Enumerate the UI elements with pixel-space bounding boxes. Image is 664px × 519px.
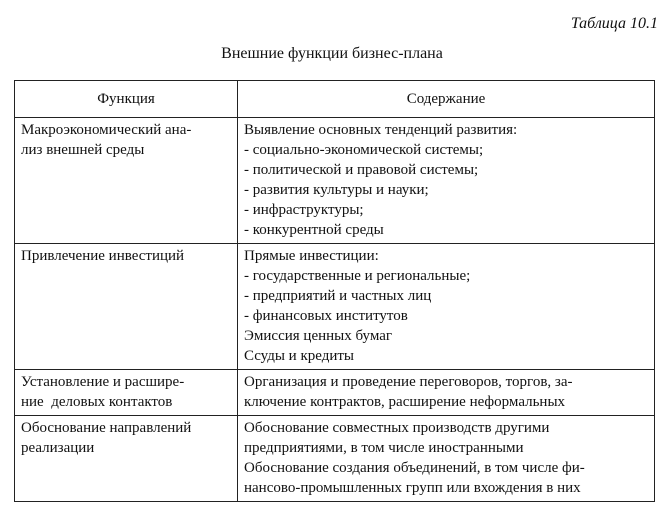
cell-line: лиз внешней среды: [21, 142, 145, 158]
cell-line: Ссуды и кредиты: [244, 348, 354, 364]
cell-line: - политической и правовой системы;: [244, 162, 479, 178]
table-header-row: [15, 81, 655, 118]
cell-line: ние деловых контактов: [21, 394, 173, 410]
business-plan-functions-table: [14, 80, 655, 502]
cell-line: Организация и проведение переговоров, торгов, за-: [244, 374, 573, 390]
table-row: [15, 370, 655, 416]
function-cell: [15, 118, 238, 244]
function-cell: [15, 370, 238, 416]
cell-line: Эмиссия ценных бумаг: [244, 328, 393, 344]
cell-line: Макроэкономический ана-: [21, 122, 192, 138]
content-cell: [238, 244, 655, 370]
cell-line: - социально-экономической системы;: [244, 142, 484, 158]
function-cell: [15, 416, 238, 502]
content-cell: [238, 370, 655, 416]
cell-line: Выявление основных тенденций развития:: [244, 122, 518, 138]
table-title: Внешние функции бизнес-плана: [221, 45, 443, 62]
cell-line: - государственные и региональные;: [244, 268, 471, 284]
cell-line: предприятиями, в том числе иностранными: [244, 440, 524, 456]
cell-line: - развития культуры и науки;: [244, 182, 429, 198]
cell-line: - конкурентной среды: [244, 222, 384, 238]
cell-line: Привлечение инвестиций: [21, 248, 185, 264]
function-cell: [15, 244, 238, 370]
table-row: [15, 416, 655, 502]
cell-line: - предприятий и частных лиц: [244, 288, 432, 304]
cell-line: Обоснование совместных производств другими: [244, 420, 550, 436]
table-row: [15, 244, 655, 370]
cell-line: Обоснование создания объединений, в том числе фи-: [244, 460, 585, 476]
header-function: Функция: [15, 81, 238, 118]
cell-line: - финансовых институтов: [244, 308, 408, 324]
cell-line: реализации: [21, 440, 95, 456]
cell-line: нансово-промышленных групп или вхождения в них: [244, 480, 581, 496]
header-content: Содержание: [238, 81, 655, 118]
cell-line: Обоснование направлений: [21, 420, 192, 436]
cell-line: ключение контрактов, расширение неформальных: [244, 394, 566, 410]
cell-line: Установление и расшире-: [21, 374, 185, 390]
content-cell: [238, 416, 655, 502]
content-cell: [238, 118, 655, 244]
table-row: [15, 118, 655, 244]
cell-line: - инфраструктуры;: [244, 202, 364, 218]
cell-line: Прямые инвестиции:: [244, 248, 379, 264]
table-number-label: Таблица 10.1: [570, 15, 658, 32]
